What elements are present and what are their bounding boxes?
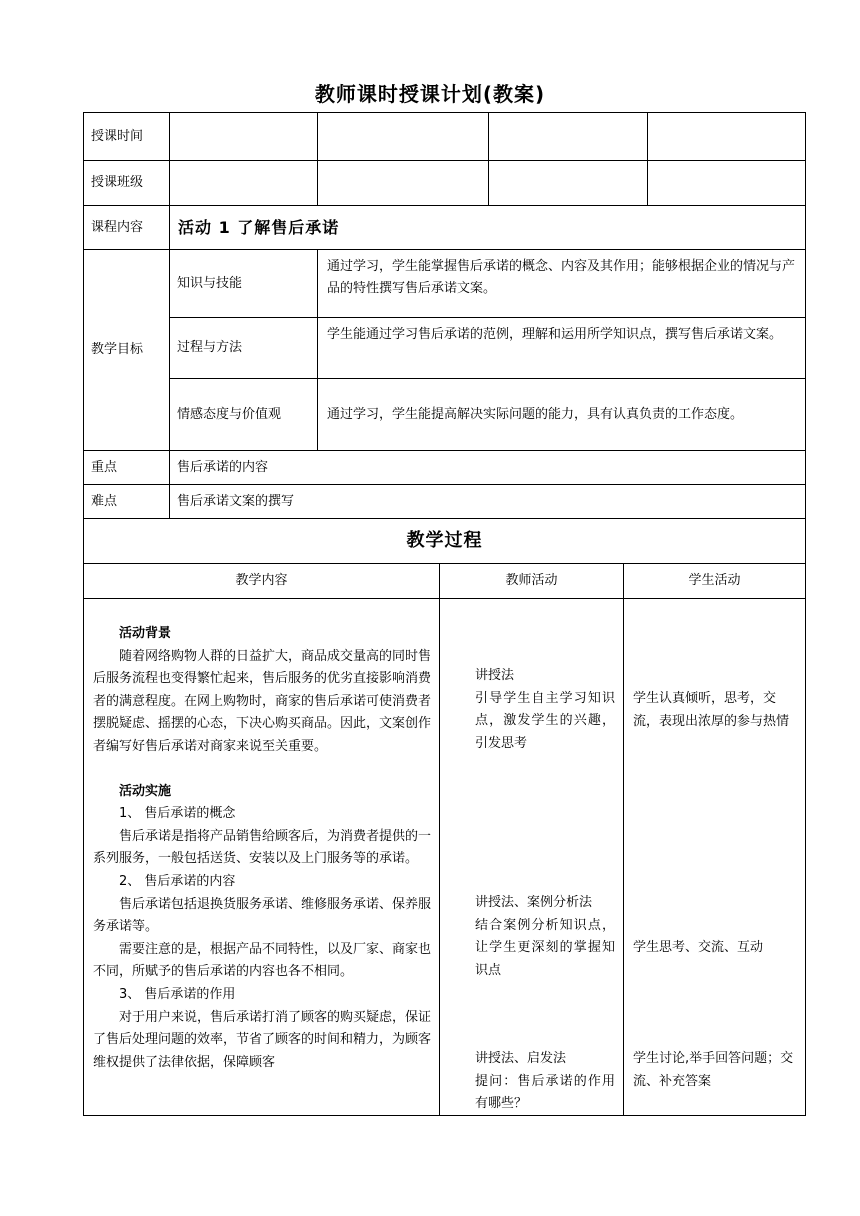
goal-attitude-text: 通过学习，学生能提高解决实际问题的能力，具有认真负责的工作态度。 (318, 379, 806, 451)
class-value-4 (648, 161, 806, 206)
page-title: 教师课时授课计划(教案) (314, 82, 546, 106)
bg-text: 随着网络购物人群的日益扩大，商品成交量高的同时售后服务流程也变得繁忙起来，售后服务的优劣直接影响消费者的满意程度。在网上购物时，商家的售后承诺可使消费者摆脱疑虑、摇摆的心态，下决心购买商品。因此，文案创作者编写好售后承诺对商家来说至关重要。 (93, 648, 432, 754)
s2-text: 售后承诺包括退换货服务承诺、维修服务承诺、保养服务承诺等。 (93, 896, 432, 935)
bg-title: 活动背景 (119, 626, 172, 641)
process-title: 教学过程 (84, 519, 806, 564)
class-label: 授课班级 (84, 161, 170, 206)
diff-value: 售后承诺文案的撰写 (170, 485, 806, 519)
time-label: 授课时间 (84, 113, 170, 161)
goal-attitude-label: 情感态度与价值观 (170, 379, 318, 451)
course-content-value: 活动 1 了解售后承诺 (170, 206, 806, 250)
header-content: 教学内容 (84, 564, 440, 599)
class-value-1 (170, 161, 318, 206)
key-value: 售后承诺的内容 (170, 451, 806, 485)
key-label: 重点 (84, 451, 170, 485)
time-value-1 (170, 113, 318, 161)
header-teacher: 教师活动 (440, 564, 624, 599)
student-activity-1: 学生认真倾听，思考，交流，表现出浓厚的参与热情 (633, 691, 790, 729)
student-activity-cell (624, 599, 806, 1116)
time-value-3 (489, 113, 648, 161)
content-label: 课程内容 (84, 206, 170, 250)
s2-note: 需要注意的是，根据产品不同特性，以及厂家、商家也不同，所赋予的售后承诺的内容也各不相同。 (93, 941, 432, 980)
s3-title: 3、 售后承诺的作用 (119, 986, 236, 1002)
s1-title: 1、 售后承诺的概念 (119, 806, 236, 822)
goal-process-text: 学生能通过学习售后承诺的范例，理解和运用所学知识点，撰写售后承诺文案。 (318, 318, 806, 379)
diff-label: 难点 (84, 485, 170, 519)
class-value-2 (318, 161, 489, 206)
lesson-plan-table (83, 112, 806, 1116)
class-value-3 (489, 161, 648, 206)
goal-label: 教学目标 (84, 250, 170, 451)
s2-title: 2、 售后承诺的内容 (119, 873, 236, 889)
header-student: 学生活动 (624, 564, 806, 599)
time-value-2 (318, 113, 489, 161)
goal-process-label: 过程与方法 (170, 318, 318, 379)
s1-text: 售后承诺是指将产品销售给顾客后，为消费者提供的一系列服务，一般包括送货、安装以及上门服务等的承诺。 (93, 828, 432, 867)
goal-knowledge-label: 知识与技能 (170, 250, 318, 318)
student-activity-2: 学生思考、交流、互动 (633, 940, 764, 955)
teacher-activity-2: 讲授法、案例分析法 结合案例分析知识点，让学生更深刻的掌握知识点 (475, 895, 615, 978)
goal-knowledge-text: 通过学习，学生能掌握售后承诺的概念、内容及其作用；能够根据企业的情况与产品的特性撰写售后承诺文案。 (318, 250, 806, 318)
student-activity-3: 学生讨论,举手回答问题；交流、补充答案 (633, 1051, 794, 1089)
impl-title: 活动实施 (119, 783, 172, 799)
teacher-activity-1: 讲授法 引导学生自主学习知识点，激发学生的兴趣，引发思考 (475, 668, 615, 751)
s3-text: 对于用户来说，售后承诺打消了顾客的购买疑虑，保证了售后处理问题的效率，节省了顾客的时间和精力，为顾客维权提供了法律依据，保障顾客 (93, 1009, 432, 1070)
teacher-activity-cell (440, 599, 624, 1116)
teacher-activity-3: 讲授法、启发法 提问：售后承诺的作用有哪些？ (475, 1051, 615, 1112)
teaching-content-cell (84, 599, 440, 1116)
time-value-4 (648, 113, 806, 161)
